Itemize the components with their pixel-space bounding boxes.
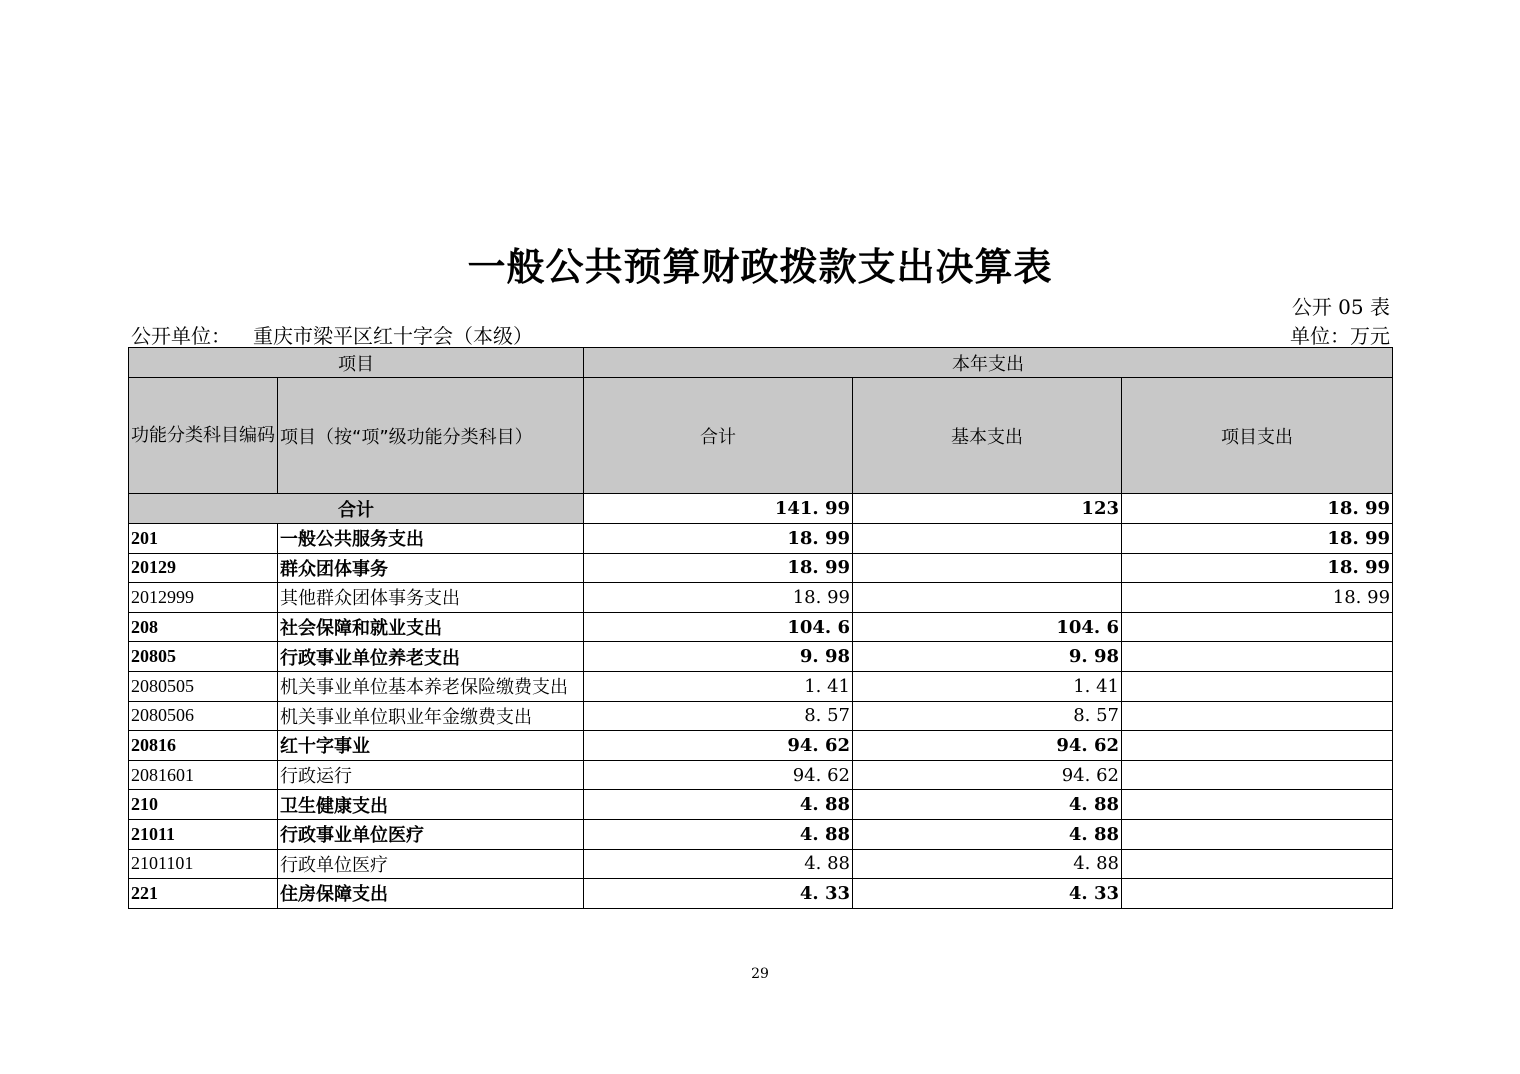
row-name: 行政事业单位养老支出 (278, 642, 584, 672)
total-row (129, 494, 1393, 524)
row-name: 卫生健康支出 (278, 790, 584, 820)
table-row (129, 879, 1393, 909)
table-row (129, 760, 1393, 790)
total-basic: 123 (853, 494, 1122, 524)
header-code: 功能分类科目编码 (129, 378, 278, 494)
table-row (129, 819, 1393, 849)
row-total: 4. 88 (584, 790, 853, 820)
header-name: 项目（按“项”级功能分类科目） (278, 378, 584, 494)
budget-table (128, 347, 1393, 909)
row-project (1122, 819, 1393, 849)
row-code: 2012999 (129, 583, 278, 613)
row-name: 红十字事业 (278, 731, 584, 761)
row-project: 18. 99 (1122, 583, 1393, 613)
row-basic: 8. 57 (853, 701, 1122, 731)
row-basic: 4. 88 (853, 790, 1122, 820)
table-row (129, 790, 1393, 820)
row-total: 4. 88 (584, 819, 853, 849)
header-item-group: 项目 (129, 348, 584, 378)
disclosing-unit-name: 重庆市梁平区红十字会（本级） (253, 324, 533, 348)
table-row (129, 583, 1393, 613)
row-name: 机关事业单位基本养老保险缴费支出 (278, 671, 584, 701)
row-project (1122, 879, 1393, 909)
table-row (129, 849, 1393, 879)
row-basic: 104. 6 (853, 612, 1122, 642)
row-total: 18. 99 (584, 524, 853, 554)
table-row (129, 671, 1393, 701)
row-basic: 1. 41 (853, 671, 1122, 701)
row-total: 94. 62 (584, 760, 853, 790)
row-code: 20129 (129, 553, 278, 583)
row-code: 2081601 (129, 760, 278, 790)
row-project: 18. 99 (1122, 553, 1393, 583)
row-name: 社会保障和就业支出 (278, 612, 584, 642)
row-code: 208 (129, 612, 278, 642)
row-total: 1. 41 (584, 671, 853, 701)
row-name: 住房保障支出 (278, 879, 584, 909)
disclosing-unit (131, 320, 533, 349)
row-name: 行政事业单位医疗 (278, 819, 584, 849)
row-project (1122, 849, 1393, 879)
row-project (1122, 790, 1393, 820)
row-basic: 94. 62 (853, 731, 1122, 761)
row-project (1122, 612, 1393, 642)
row-basic: 9. 98 (853, 642, 1122, 672)
total-total: 141. 99 (584, 494, 853, 524)
row-project (1122, 642, 1393, 672)
header-total: 合计 (584, 378, 853, 494)
table-row (129, 701, 1393, 731)
row-code: 201 (129, 524, 278, 554)
table-row (129, 612, 1393, 642)
total-label: 合计 (129, 494, 584, 524)
row-project: 18. 99 (1122, 524, 1393, 554)
disclosing-unit-label: 公开单位： (131, 324, 231, 348)
row-project (1122, 701, 1393, 731)
row-basic (853, 583, 1122, 613)
currency-unit: 单位：万元 (1290, 324, 1390, 348)
row-basic: 4. 88 (853, 819, 1122, 849)
row-code: 2080506 (129, 701, 278, 731)
row-name: 行政单位医疗 (278, 849, 584, 879)
row-code: 20805 (129, 642, 278, 672)
row-total: 94. 62 (584, 731, 853, 761)
row-project (1122, 760, 1393, 790)
header-project: 项目支出 (1122, 378, 1393, 494)
page-number: 29 (751, 966, 769, 982)
row-name: 机关事业单位职业年金缴费支出 (278, 701, 584, 731)
table-row (129, 524, 1393, 554)
row-total: 8. 57 (584, 701, 853, 731)
row-name: 行政运行 (278, 760, 584, 790)
row-total: 18. 99 (584, 583, 853, 613)
row-total: 9. 98 (584, 642, 853, 672)
table-row (129, 642, 1393, 672)
row-basic: 4. 88 (853, 849, 1122, 879)
row-total: 104. 6 (584, 612, 853, 642)
row-name: 一般公共服务支出 (278, 524, 584, 554)
row-code: 20816 (129, 731, 278, 761)
header-expense-group: 本年支出 (584, 348, 1393, 378)
table-row (129, 731, 1393, 761)
row-basic (853, 553, 1122, 583)
row-total: 4. 88 (584, 849, 853, 879)
row-basic: 4. 33 (853, 879, 1122, 909)
row-code: 2080505 (129, 671, 278, 701)
row-basic: 94. 62 (853, 760, 1122, 790)
row-code: 21011 (129, 819, 278, 849)
row-total: 4. 33 (584, 879, 853, 909)
form-number: 公开 05 表 (1291, 295, 1390, 319)
row-name: 群众团体事务 (278, 553, 584, 583)
table-row (129, 553, 1393, 583)
row-basic (853, 524, 1122, 554)
row-project (1122, 671, 1393, 701)
row-name: 其他群众团体事务支出 (278, 583, 584, 613)
header-basic: 基本支出 (853, 378, 1122, 494)
row-total: 18. 99 (584, 553, 853, 583)
row-code: 221 (129, 879, 278, 909)
table-body (129, 494, 1393, 909)
row-code: 210 (129, 790, 278, 820)
total-project: 18. 99 (1122, 494, 1393, 524)
page-title: 一般公共预算财政拨款支出决算表 (467, 245, 1053, 289)
row-code: 2101101 (129, 849, 278, 879)
row-project (1122, 731, 1393, 761)
